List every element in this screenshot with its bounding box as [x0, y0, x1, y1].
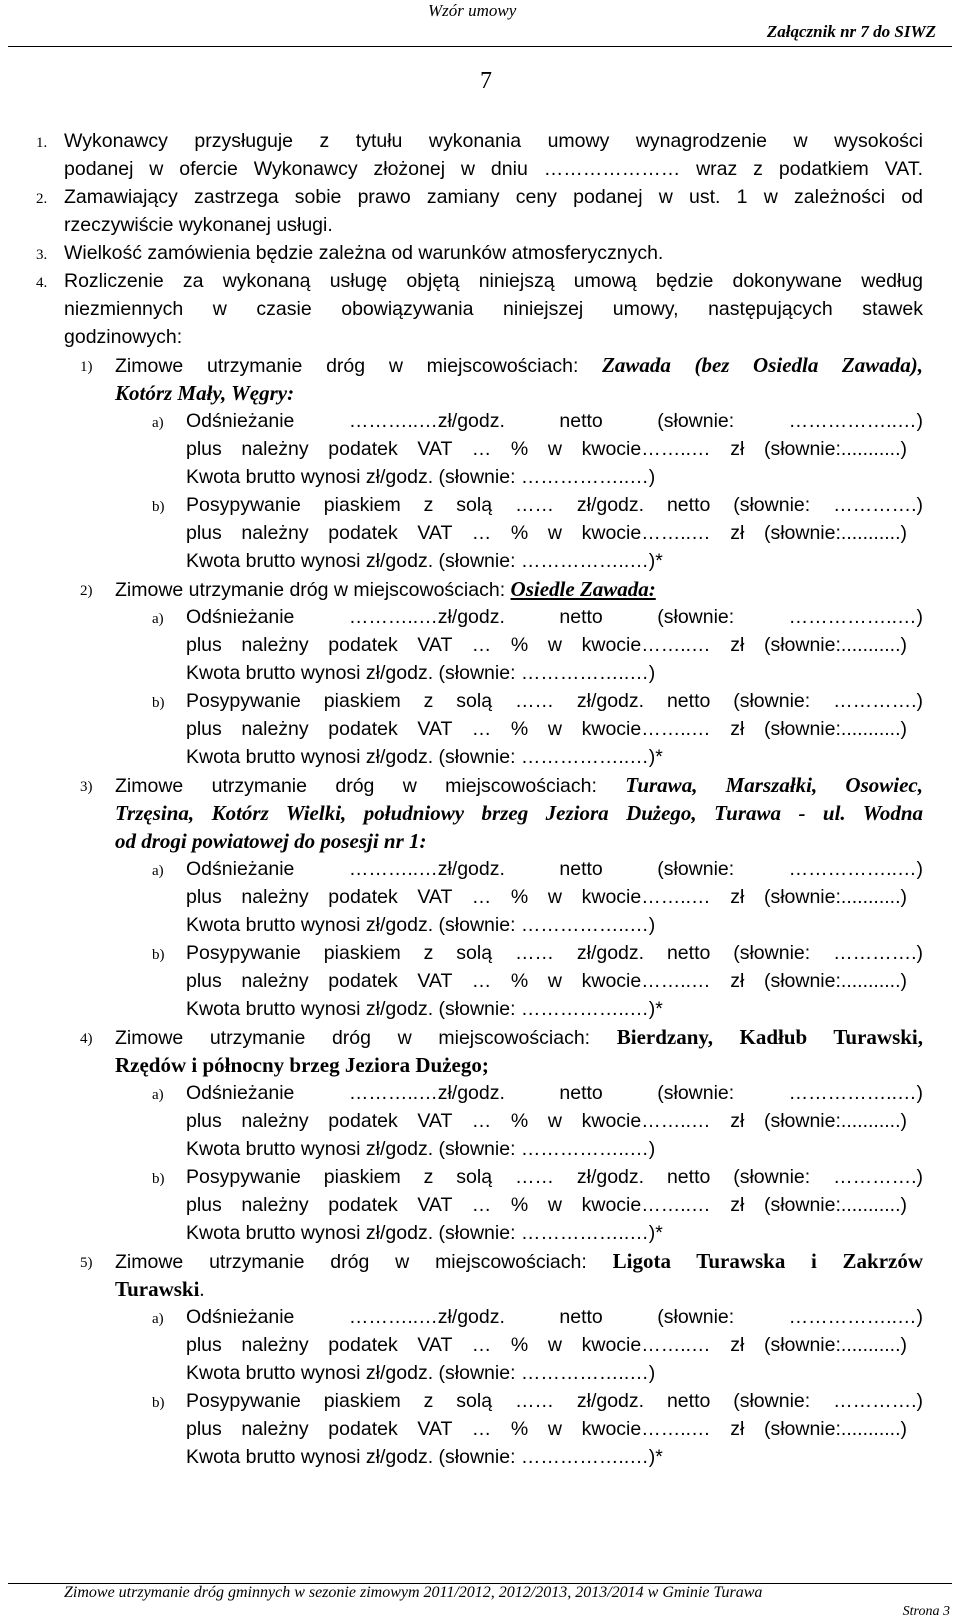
location-2-posypywanie: Posypywanie piaskiem z solą …… zł/godz. netto (słownie: ………….): [186, 690, 923, 712]
location-2-b-brutto: Kwota brutto wynosi zł/godz. (słownie: ……………..…)*: [186, 746, 663, 768]
location-4-b-label: b): [152, 1171, 165, 1187]
location-3-b-label: b): [152, 947, 165, 963]
page-header: [0, 0, 960, 46]
location-3-num: 3): [80, 779, 93, 795]
location-3-a-brutto: Kwota brutto wynosi zł/godz. (słownie: ……………..…): [186, 914, 656, 936]
location-4-posypywanie: Posypywanie piaskiem z solą …… zł/godz. netto (słownie: ………….): [186, 1166, 923, 1188]
location-2-a-label: a): [152, 611, 164, 627]
point-4-line-2: niezmiennych w czasie obowiązywania niniejszej umowy, następujących stawek: [64, 298, 923, 320]
location-1-b-vat: plus należny podatek VAT … % w kwocie……..… zł (słownie:...........): [186, 522, 907, 544]
location-2-a-vat: plus należny podatek VAT … % w kwocie……..… zł (słownie:...........): [186, 634, 907, 656]
location-1-posypywanie: Posypywanie piaskiem z solą …… zł/godz. netto (słownie: ………….): [186, 494, 923, 516]
location-4-line-2: Rzędów i północny brzeg Jeziora Dużego;: [115, 1053, 489, 1077]
location-3-b-brutto: Kwota brutto wynosi zł/godz. (słownie: ……………..…)*: [186, 998, 663, 1020]
location-1-a-label: a): [152, 415, 164, 431]
location-1-b-label: b): [152, 499, 165, 515]
location-1-a-vat: plus należny podatek VAT … % w kwocie……..… zł (słownie:...........): [186, 438, 907, 460]
location-5-b-label: b): [152, 1395, 165, 1411]
location-2-a-brutto: Kwota brutto wynosi zł/godz. (słownie: ……………..…): [186, 662, 656, 684]
location-3-line-1: Zimowe utrzymanie dróg w miejscowościach: Turawa, Marszałki, Osowiec,: [115, 773, 924, 797]
point-2-num: 2.: [36, 191, 48, 207]
location-5-a-brutto: Kwota brutto wynosi zł/godz. (słownie: ……………..…): [186, 1362, 656, 1384]
point-3-line-1: Wielkość zamówienia będzie zależna od warunków atmosferycznych.: [64, 242, 664, 264]
location-3-b-vat: plus należny podatek VAT … % w kwocie……..… zł (słownie:...........): [186, 970, 907, 992]
location-1-line-2: Kotórz Mały, Węgry:: [115, 381, 295, 405]
location-1-b-brutto: Kwota brutto wynosi zł/godz. (słownie: ……………..…)*: [186, 550, 663, 572]
location-1-odsniezanie: Odśnieżanie ………..…zł/godz. netto (słownie: ……………..…): [186, 410, 923, 432]
point-2-line-1: Zamawiający zastrzega sobie prawo zamiany ceny podanej w ust. 1 w zależności od: [64, 186, 923, 208]
location-3-line-2: Trzęsina, Kotórz Wielki, południowy brzeg Jeziora Dużego, Turawa - ul. Wodna: [115, 801, 923, 825]
location-1-num: 1): [80, 359, 93, 375]
location-5-a-label: a): [152, 1311, 164, 1327]
location-2-b-label: b): [152, 695, 165, 711]
location-5-odsniezanie: Odśnieżanie ………..…zł/godz. netto (słownie: ……………..…): [186, 1306, 923, 1328]
point-1-line-1: Wykonawcy przysługuje z tytułu wykonania umowy wynagrodzenie w wysokości: [64, 130, 923, 152]
location-5-line-1: Zimowe utrzymanie dróg w miejscowościach: Ligota Turawska i Zakrzów: [115, 1249, 923, 1273]
location-5-num: 5): [80, 1255, 93, 1271]
location-4-a-label: a): [152, 1087, 164, 1103]
location-1-a-brutto: Kwota brutto wynosi zł/godz. (słownie: ……………..…): [186, 466, 656, 488]
point-4-line-3: godzinowych:: [64, 326, 183, 348]
location-4-odsniezanie: Odśnieżanie ………..…zł/godz. netto (słownie: ……………..…): [186, 1082, 923, 1104]
header-rule: [8, 46, 952, 47]
location-4-b-vat: plus należny podatek VAT … % w kwocie……..… zł (słownie:...........): [186, 1194, 907, 1216]
location-4-a-vat: plus należny podatek VAT … % w kwocie……..… zł (słownie:...........): [186, 1110, 907, 1132]
section-sign: 7: [480, 68, 492, 94]
location-3-a-vat: plus należny podatek VAT … % w kwocie……..… zł (słownie:...........): [186, 886, 907, 908]
point-1-num: 1.: [36, 135, 48, 151]
location-3-line-3: od drogi powiatowej do posesji nr 1:: [115, 829, 427, 853]
location-1-line-1: Zimowe utrzymanie dróg w miejscowościach: Zawada (bez Osiedla Zawada),: [115, 353, 923, 377]
header-doc-type: Wzór umowy: [428, 1, 517, 20]
location-5-b-vat: plus należny podatek VAT … % w kwocie……..… zł (słownie:...........): [186, 1418, 907, 1440]
location-2-b-vat: plus należny podatek VAT … % w kwocie……..… zł (słownie:...........): [186, 718, 907, 740]
location-5-line-2: Turawski.: [115, 1277, 205, 1301]
location-4-a-brutto: Kwota brutto wynosi zł/godz. (słownie: ……………..…): [186, 1138, 656, 1160]
location-3-a-label: a): [152, 863, 164, 879]
location-3-odsniezanie: Odśnieżanie ………..…zł/godz. netto (słownie: ……………..…): [186, 858, 923, 880]
location-5-a-vat: plus należny podatek VAT … % w kwocie……..… zł (słownie:...........): [186, 1334, 907, 1356]
location-2-line-1: Zimowe utrzymanie dróg w miejscowościach: Osiedle Zawada:: [115, 577, 656, 601]
point-2-line-2: rzeczywiście wykonanej usługi.: [64, 214, 333, 236]
header-attachment: Załącznik nr 7 do SIWZ: [766, 22, 936, 41]
location-4-num: 4): [80, 1031, 93, 1047]
location-3-posypywanie: Posypywanie piaskiem z solą …… zł/godz. netto (słownie: ………….): [186, 942, 923, 964]
point-3-num: 3.: [36, 247, 48, 263]
location-4-line-1: Zimowe utrzymanie dróg w miejscowościach: Bierdzany, Kadłub Turawski,: [115, 1025, 924, 1049]
location-5-posypywanie: Posypywanie piaskiem z solą …… zł/godz. netto (słownie: ………….): [186, 1390, 923, 1412]
page-number: Strona 3: [902, 1604, 950, 1619]
location-5-b-brutto: Kwota brutto wynosi zł/godz. (słownie: ……………..…)*: [186, 1446, 663, 1468]
point-1-line-2: podanej w ofercie Wykonawcy złożonej w dniu ………………… wraz z podatkiem VAT.: [64, 158, 923, 180]
location-2-num: 2): [80, 583, 93, 599]
point-4-line-1: Rozliczenie za wykonaną usługę objętą niniejszą umową będzie dokonywane według: [64, 270, 923, 292]
location-4-b-brutto: Kwota brutto wynosi zł/godz. (słownie: ……………..…)*: [186, 1222, 663, 1244]
footer-text: Zimowe utrzymanie dróg gminnych w sezonie zimowym 2011/2012, 2012/2013, 2013/2014 w Gminie Turawa: [64, 1584, 763, 1601]
location-2-odsniezanie: Odśnieżanie ………..…zł/godz. netto (słownie: ……………..…): [186, 606, 923, 628]
point-4-num: 4.: [36, 275, 48, 291]
